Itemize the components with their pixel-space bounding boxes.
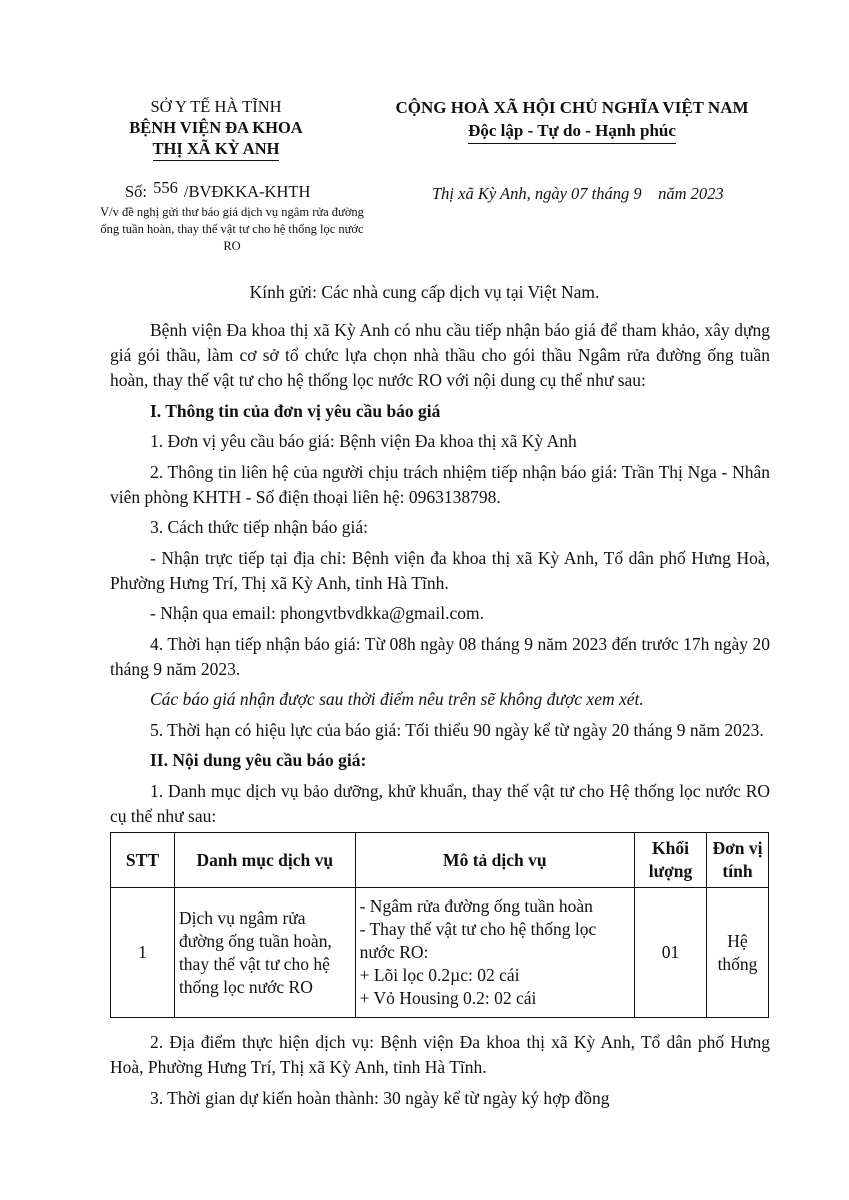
- country-title: CỘNG HOÀ XÃ HỘI CHỦ NGHĨA VIỆT NAM: [395, 98, 749, 117]
- greeting: Kính gửi: Các nhà cung cấp dịch vụ tại Việt Nam.: [249, 282, 600, 302]
- number-label: Số:: [125, 182, 148, 201]
- document-number: [125, 178, 311, 202]
- place-date: Thị xã Kỳ Anh, ngày 07 tháng 9 năm 2023: [432, 184, 724, 203]
- service-table: [110, 832, 769, 1018]
- document-body-continued: [110, 1030, 770, 1116]
- header-description: Mô tả dịch vụ: [355, 833, 634, 888]
- hospital-name: BỆNH VIỆN ĐA KHOA: [129, 118, 303, 137]
- issuer-header: [96, 96, 336, 161]
- section-1-item-2: 2. Thông tin liên hệ của người chịu trách nhiệm tiếp nhận báo giá: Trần Thị Nga - Nhân viên phòng KHTH - Số điện thoại liên hệ: 0963138798.: [110, 461, 770, 507]
- section-1-item-3a: - Nhận trực tiếp tại địa chỉ: Bệnh viện đa khoa thị xã Kỳ Anh, Tổ dân phố Hưng Hoà, Phường Hưng Trí, Thị xã Kỳ Anh, tỉnh Hà Tĩnh.: [110, 547, 770, 593]
- desc-line-3: + Lõi lọc 0.2µc: 02 cái: [359, 965, 520, 985]
- document-subject: V/v đề nghị gửi thư báo giá dịch vụ ngâm rửa đường ống tuần hoàn, thay thế vật tư cho hệ thống lọc nước RO: [100, 205, 364, 253]
- cell-quantity: 01: [635, 888, 707, 1018]
- desc-line-2: - Thay thế vật tư cho hệ thống lọc nước RO:: [359, 919, 597, 962]
- desc-line-4: + Vỏ Housing 0.2: 02 cái: [359, 988, 537, 1008]
- cell-category: Dịch vụ ngâm rửa đường ống tuần hoàn, thay thế vật tư cho hệ thống lọc nước RO: [174, 888, 355, 1018]
- number-suffix: /BVĐKKA-KHTH: [183, 182, 311, 201]
- header-category: Danh mục dịch vụ: [174, 833, 355, 888]
- header-quantity: Khối lượng: [635, 833, 707, 888]
- cell-unit: Hệ thống: [707, 888, 769, 1018]
- section-2-title: II. Nội dung yêu cầu báo giá:: [150, 750, 367, 770]
- section-1-title: I. Thông tin của đơn vị yêu cầu báo giá: [150, 400, 441, 421]
- cell-description: [355, 888, 634, 1018]
- section-2-item-3: 3. Thời gian dự kiến hoàn thành: 30 ngày kể từ ngày ký hợp đồng: [150, 1087, 610, 1108]
- national-motto: Độc lập - Tự do - Hạnh phúc: [468, 119, 676, 144]
- intro-paragraph: Bệnh viện Đa khoa thị xã Kỳ Anh có nhu cầu tiếp nhận báo giá để tham khảo, xây dựng giá gói thầu, làm cơ sở tổ chức lựa chọn nhà thầu cho gói thầu Ngâm rửa đường ống tuần hoàn, thay thế vật tư cho hệ thống lọc nước RO với nội dung cụ thể như sau:: [110, 320, 770, 390]
- section-1-item-3: 3. Cách thức tiếp nhận báo giá:: [150, 517, 368, 537]
- cell-stt: 1: [111, 888, 175, 1018]
- table-row: [111, 888, 769, 1018]
- section-1-item-4: 4. Thời hạn tiếp nhận báo giá: Từ 08h ngày 08 tháng 9 năm 2023 đến trước 17h ngày 20 tháng 9 năm 2023.: [110, 633, 770, 679]
- section-1-item-3b: - Nhận qua email: phongvtbvdkka@gmail.com.: [150, 603, 484, 623]
- header-unit: Đơn vị tính: [707, 833, 769, 888]
- number-value: 556: [153, 178, 178, 197]
- document-body: [110, 318, 770, 834]
- section-1-item-5: 5. Thời hạn có hiệu lực của báo giá: Tối thiểu 90 ngày kể từ ngày 20 tháng 9 năm 2023.: [150, 719, 764, 740]
- header-stt: STT: [111, 833, 175, 888]
- section-1-note: Các báo giá nhận được sau thời điểm nêu trên sẽ không được xem xét.: [150, 689, 644, 709]
- department-name: SỞ Y TẾ HÀ TĨNH: [150, 97, 282, 116]
- section-1-item-1: 1. Đơn vị yêu cầu báo giá: Bệnh viện Đa khoa thị xã Kỳ Anh: [150, 431, 577, 451]
- table-header-row: [111, 833, 769, 888]
- section-2-item-1: 1. Danh mục dịch vụ bảo dưỡng, khử khuẩn, thay thế vật tư cho Hệ thống lọc nước RO cụ thể như sau:: [110, 780, 770, 826]
- national-header: [372, 96, 772, 144]
- section-2-item-2: 2. Địa điểm thực hiện dịch vụ: Bệnh viện Đa khoa thị xã Kỳ Anh, Tổ dân phố Hưng Hoà, Phường Hưng Trí, Thị xã Kỳ Anh, tỉnh Hà Tĩnh.: [110, 1032, 770, 1077]
- desc-line-1: - Ngâm rửa đường ống tuần hoàn: [359, 896, 593, 916]
- hospital-location: THỊ XÃ KỲ ANH: [153, 138, 280, 161]
